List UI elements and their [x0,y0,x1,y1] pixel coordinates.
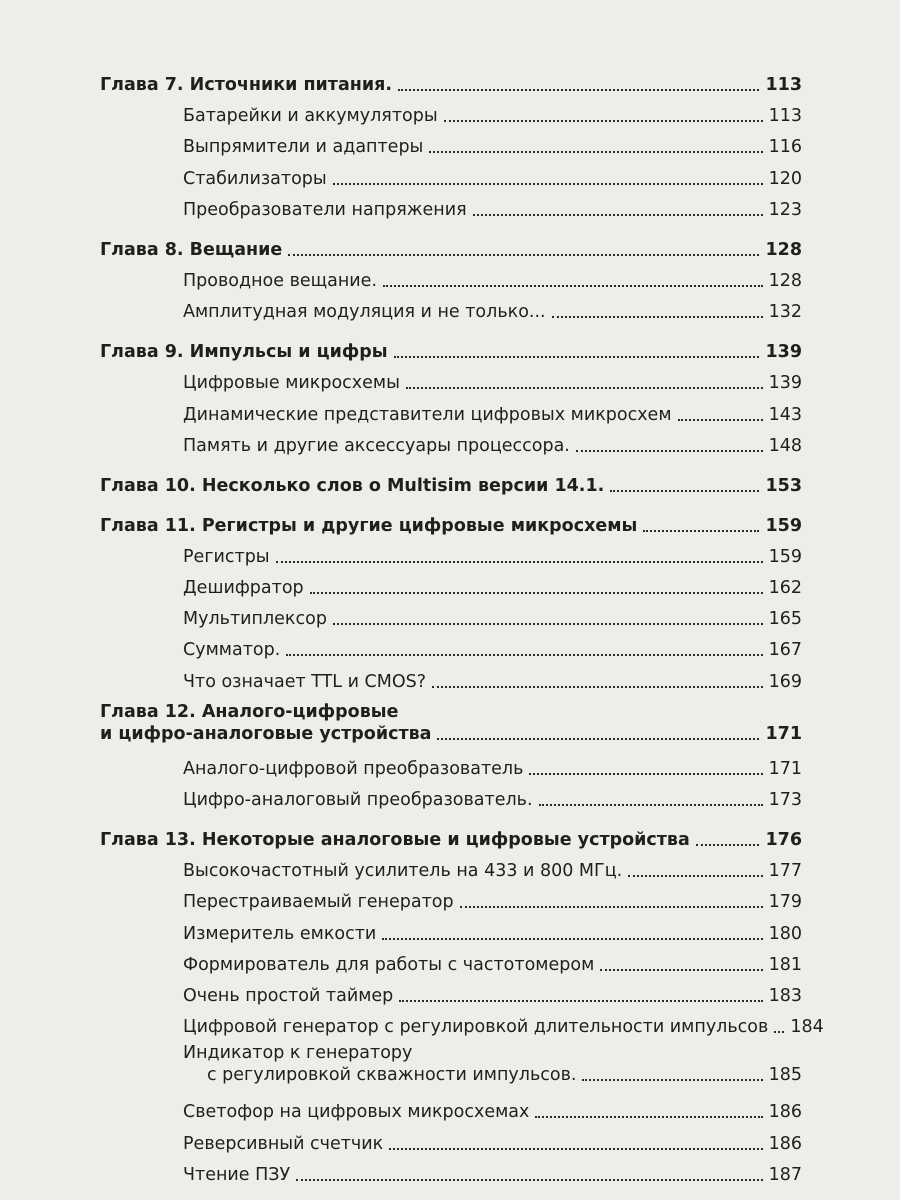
page-number: 153 [765,475,802,496]
item-title: Что означает TTL и CMOS? [183,671,427,692]
page-number: 169 [768,671,802,692]
item-title: Цифровой генератор с регулировкой длительности импульсов [183,1017,769,1038]
chapter-title: Глава 13. Некоторые аналоговые и цифровые устройства [100,830,690,850]
dot-leader [600,969,762,971]
dot-leader [473,214,763,216]
item-title: Батарейки и аккумуляторы [183,106,438,127]
page-number: 179 [768,892,802,913]
item-title: Цифровые микросхемы [183,373,400,394]
page-number: 139 [768,373,802,394]
chapter-title-line-1: Глава 12. Аналого-цифровые [100,701,399,722]
table-of-contents [100,64,824,1186]
page-number: 128 [765,239,802,260]
toc-item[interactable] [100,599,802,630]
toc-item[interactable] [100,96,802,127]
item-title: Светофор на цифровых микросхемах [183,1102,530,1123]
dot-leader [429,151,762,153]
toc-item[interactable] [100,976,802,1007]
dot-leader [628,875,762,877]
item-title: Дешифратор [183,578,304,599]
page-number: 187 [768,1164,802,1185]
toc-item[interactable] [100,1007,824,1038]
item-title: Динамические представители цифровых микросхем [183,404,672,425]
dot-leader [539,804,763,806]
item-title: Память и другие аксессуары процессора. [183,435,570,456]
toc-chapter-8[interactable] [100,229,802,261]
item-title: Мультиплексор [183,609,327,630]
dot-leader [529,773,762,775]
page-number: 173 [768,790,802,810]
dot-leader [643,530,759,532]
item-title: Реверсивный счетчик [183,1133,384,1154]
page-number: 116 [768,137,802,158]
toc-item[interactable] [100,363,802,394]
page-number: 143 [768,404,802,425]
page-number: 176 [765,830,802,850]
toc-chapter-13[interactable] [100,819,802,851]
page-number: 180 [768,923,802,944]
dot-leader [286,654,762,656]
page-number: 159 [765,515,802,536]
page-number: 184 [790,1017,824,1038]
toc-item[interactable] [100,261,802,292]
toc-item[interactable] [100,158,802,189]
toc-item[interactable] [100,537,802,568]
item-title: Регистры [183,546,270,567]
dot-leader [382,938,762,940]
chapter-title: Глава 8. Вещание [100,239,283,260]
dot-leader [552,316,763,318]
toc-item[interactable] [100,661,802,692]
toc-item[interactable] [100,426,802,457]
dot-leader [333,183,763,185]
toc-item[interactable] [100,394,802,425]
toc-item[interactable] [100,190,802,221]
page-number: 186 [768,1102,802,1123]
page-number: 171 [765,723,802,744]
toc-item[interactable] [100,882,802,913]
item-title: Измеритель емкости [183,923,377,944]
toc-chapter-9[interactable] [100,331,802,363]
dot-leader [610,490,759,492]
toc-item[interactable] [100,127,802,158]
dot-leader [399,1000,762,1002]
page-number: 171 [768,758,802,779]
page-number: 148 [768,435,802,456]
item-title: Формирователь для работы с частотомером [183,954,595,975]
page-number: 165 [768,609,802,630]
toc-item[interactable] [100,945,802,976]
item-title: Сумматор. [183,640,281,661]
dot-leader [389,1148,762,1150]
item-title: Амплитудная модуляция и не только... [183,302,546,323]
page-number: 120 [768,168,802,189]
toc-item[interactable] [100,749,802,780]
item-title: Высокочастотный усилитель на 433 и 800 МГц. [183,861,623,882]
item-title: Очень простой таймер [183,985,394,1006]
page-number: 132 [768,302,802,323]
toc-item[interactable] [100,1123,802,1154]
chapter-title-line-2: и цифро-аналоговые устройства [100,723,432,744]
page-number: 139 [765,342,802,363]
page-number: 162 [768,578,802,599]
chapter-title [100,701,431,745]
toc-chapter-11[interactable] [100,505,802,537]
chapter-title: Глава 7. Источники питания. [100,75,392,95]
dot-leader [432,686,763,688]
page-number: 113 [768,106,802,127]
dot-leader [383,285,763,287]
chapter-title: Глава 9. Импульсы и цифры [100,342,388,363]
item-title: Преобразователи напряжения [183,199,467,220]
page-number: 128 [768,270,802,291]
page-number: 167 [768,640,802,661]
dot-leader [460,906,763,908]
page-number: 123 [768,199,802,220]
item-title: Цифро-аналоговый преобразователь. [183,790,533,810]
item-title: Стабилизаторы [183,168,327,189]
item-title [183,1042,576,1086]
dot-leader [582,1079,762,1081]
chapter-title: Глава 11. Регистры и другие цифровые микросхемы [100,515,638,536]
page-number: 159 [768,546,802,567]
item-title: Аналого-цифровой преобразователь [183,758,524,779]
page-number: 113 [765,75,802,95]
dot-leader [333,623,763,625]
toc-item[interactable] [100,1092,802,1123]
page-number: 185 [768,1065,802,1086]
dot-leader [398,89,759,91]
toc-item[interactable] [100,292,802,323]
dot-leader [288,254,759,256]
dot-leader [276,561,763,563]
toc-chapter-10[interactable] [100,465,802,497]
dot-leader [310,592,763,594]
dot-leader [437,738,759,740]
toc-item[interactable] [100,1038,802,1092]
chapter-title: Глава 10. Несколько слов о Multisim версии 14.1. [100,475,605,496]
page-number: 186 [768,1133,802,1154]
dot-leader [394,356,760,358]
item-title-line-1: Индикатор к генератору [183,1043,413,1064]
toc-item[interactable] [100,780,802,811]
dot-leader [678,419,763,421]
toc-chapter-12[interactable] [100,701,802,749]
toc-item[interactable] [100,630,802,661]
item-title: Выпрямители и адаптеры [183,137,424,158]
dot-leader [406,387,763,389]
page-number: 181 [768,954,802,975]
item-title-line-2: с регулировкой скважности импульсов. [207,1065,577,1086]
toc-item[interactable] [100,568,802,599]
item-title: Проводное вещание. [183,270,378,291]
toc-item[interactable] [100,913,802,944]
item-title: Перестраиваемый генератор [183,892,454,913]
dot-leader [774,1031,784,1033]
toc-chapter-7[interactable] [100,64,802,96]
dot-leader [444,120,763,122]
item-title: Чтение ПЗУ [183,1164,291,1185]
dot-leader [296,1179,762,1181]
page-number: 177 [768,861,802,882]
dot-leader [576,450,763,452]
dot-leader [696,844,760,846]
dot-leader [535,1116,762,1118]
toc-item[interactable] [100,1155,802,1186]
toc-item[interactable] [100,851,802,882]
page-number: 183 [768,985,802,1006]
